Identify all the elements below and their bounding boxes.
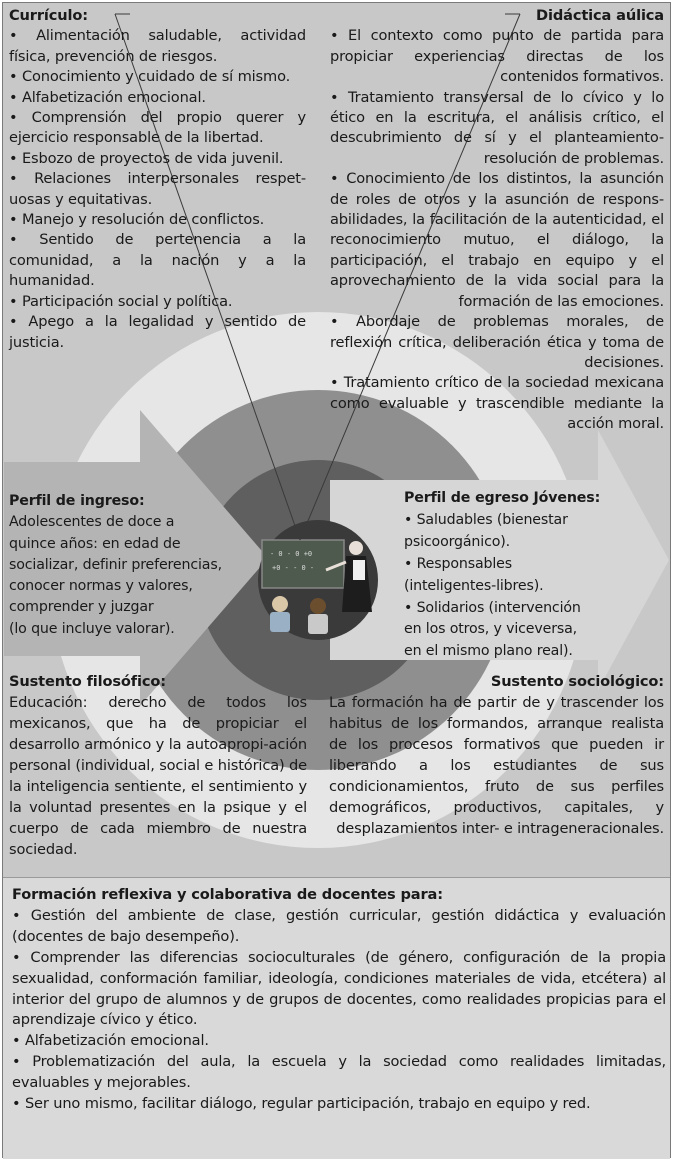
perfil-ingreso-line: conocer normas y valores, — [9, 578, 193, 595]
didactica-title: Didáctica aúlica — [536, 7, 664, 24]
sustento-filosofico-block — [9, 671, 307, 860]
perfil-egreso-line: psicoorgánico). — [404, 533, 510, 550]
formacion-panel — [3, 877, 670, 1159]
svg-text:+0 - - 0 -: +0 - - 0 - — [272, 564, 315, 572]
svg-text:- 0 - 0 +0: - 0 - 0 +0 — [270, 550, 313, 558]
didactica-item: • El contexto como punto de partida para propiciar experiencias directas de los contenidos formativos. — [330, 27, 664, 86]
perfil-ingreso-block — [9, 491, 249, 640]
curriculo-item: • Relaciones interpersonales respet-uosas y equitativas. — [9, 170, 306, 208]
sustento-sociologico-text: La formación ha de partir de y trascender los habitus de los formandos, arranque realista de los procesos formativos que pueden ir liberando a los estudiantes de sus condicionamientos, fruto de sus perfiles demográficos, productivos, capitales, y desplazamientos inter- e intrageneracionales. — [329, 694, 664, 837]
perfil-ingreso-line: (lo que incluye valorar). — [9, 620, 175, 637]
didactica-item: • Abordaje de problemas morales, de reflexión crítica, deliberación ética y toma de decisiones. — [330, 313, 664, 371]
perfil-ingreso-line: Adolescentes de doce a — [9, 514, 175, 531]
perfil-egreso-line: en el mismo plano real). — [404, 643, 573, 660]
curriculo-item: • Comprensión del propio querer y ejercicio responsable de la libertad. — [9, 109, 306, 147]
didactica-item: • Tratamiento crítico de la sociedad mexicana como evaluable y trascendible mediante la acción moral. — [330, 374, 664, 433]
student-body — [308, 614, 328, 634]
formacion-item: • Ser uno mismo, facilitar diálogo, regular participación, trabajo en equipo y red. — [12, 1095, 591, 1113]
curriculo-item: • Alimentación saludable, actividad física, prevención de riesgos. — [9, 27, 306, 65]
sustento-sociologico-title: Sustento sociológico: — [490, 673, 664, 690]
curriculo-item: • Manejo y resolución de conflictos. — [9, 211, 265, 229]
formacion-item: • Alfabetización emocional. — [12, 1032, 209, 1050]
student-body — [270, 612, 290, 632]
curriculo-item: • Esbozo de proyectos de vida juvenil. — [9, 149, 284, 167]
curriculo-item: • Sentido de pertenencia a la comunidad, a la nación y a la humanidad. — [9, 231, 306, 290]
curriculo-item: • Apego a la legalidad y sentido de justicia. — [9, 313, 306, 351]
curriculo-item: • Conocimiento y cuidado de sí mismo. — [9, 68, 291, 86]
formacion-item: • Comprender las diferencias socioculturales (de género, configuración de la propia sexualidad, conformación familiar, ideología, condiciones materiales de vida, etcétera) al interior del grupo de alumnos y de grupos de docentes, como realidades propicias para el aprendizaje cívico y ético. — [12, 948, 666, 1029]
curriculo-item: • Participación social y política. — [9, 292, 233, 310]
perfil-egreso-line: • Saludables (bienestar — [404, 511, 568, 528]
perfil-ingreso-line: socializar, definir preferencias, — [9, 556, 222, 573]
perfil-egreso-line: (inteligentes-libres). — [404, 577, 544, 594]
formacion-block — [12, 885, 666, 1115]
perfil-ingreso-line: comprender y juzgar — [9, 599, 154, 616]
formacion-item: • Gestión del ambiente de clase, gestión curricular, gestión didáctica y evaluación (docentes de bajo desempeño). — [12, 906, 666, 945]
curriculo-block — [9, 6, 306, 353]
perfil-egreso-title: Perfil de egreso Jóvenes: — [404, 490, 601, 506]
perfil-egreso-line: • Responsables — [404, 555, 512, 572]
student-head — [272, 596, 288, 612]
perfil-egreso-line: • Solidarios (intervención — [404, 599, 581, 616]
sustento-sociologico-block — [329, 671, 664, 839]
student-head — [310, 598, 326, 614]
curriculo-title: Currículo: — [9, 7, 88, 24]
formacion-title: Formación reflexiva y colaborativa de docentes para: — [12, 886, 443, 903]
sustento-filosofico-title: Sustento filosófico: — [9, 673, 166, 690]
formacion-item: • Problematización del aula, la escuela y la sociedad como realidades limitadas, evaluables y mejorables. — [12, 1053, 666, 1092]
teacher-head — [349, 541, 363, 555]
perfil-ingreso-line: quince años: en edad de — [9, 535, 181, 552]
perfil-egreso-block — [404, 488, 618, 663]
didactica-block — [330, 6, 664, 435]
teacher-papers — [353, 560, 365, 580]
didactica-item: • Conocimiento de los distintos, la asunción de roles de otros y la asunción de respons-abilidades, la facilitación de la autenticidad, el reconocimiento mutuo, el diálogo, la participación, el trabajo en equipo y el aprovechamiento de la vida social para la formación de las emociones. — [330, 170, 664, 310]
sustento-filosofico-text: Educación: derecho de todos los mexicanos, que ha de propiciar el desarrollo armónico y la autoapropi-ación personal (individual, social e histórica) de la inteligencia sentiente, el sentimiento y la voluntad presentes en la psique y el cuerpo de cada miembro de nuestra sociedad. — [9, 694, 307, 858]
perfil-egreso-line: en los otros, y viceversa, — [404, 621, 578, 638]
perfil-ingreso-title: Perfil de ingreso: — [9, 493, 145, 509]
curriculo-item: • Alfabetización emocional. — [9, 88, 206, 106]
didactica-item: • Tratamiento transversal de lo cívico y lo ético en la escritura, el análisis crítico, el descubrimiento de sí y el planteamiento-resolución de problemas. — [330, 88, 664, 167]
